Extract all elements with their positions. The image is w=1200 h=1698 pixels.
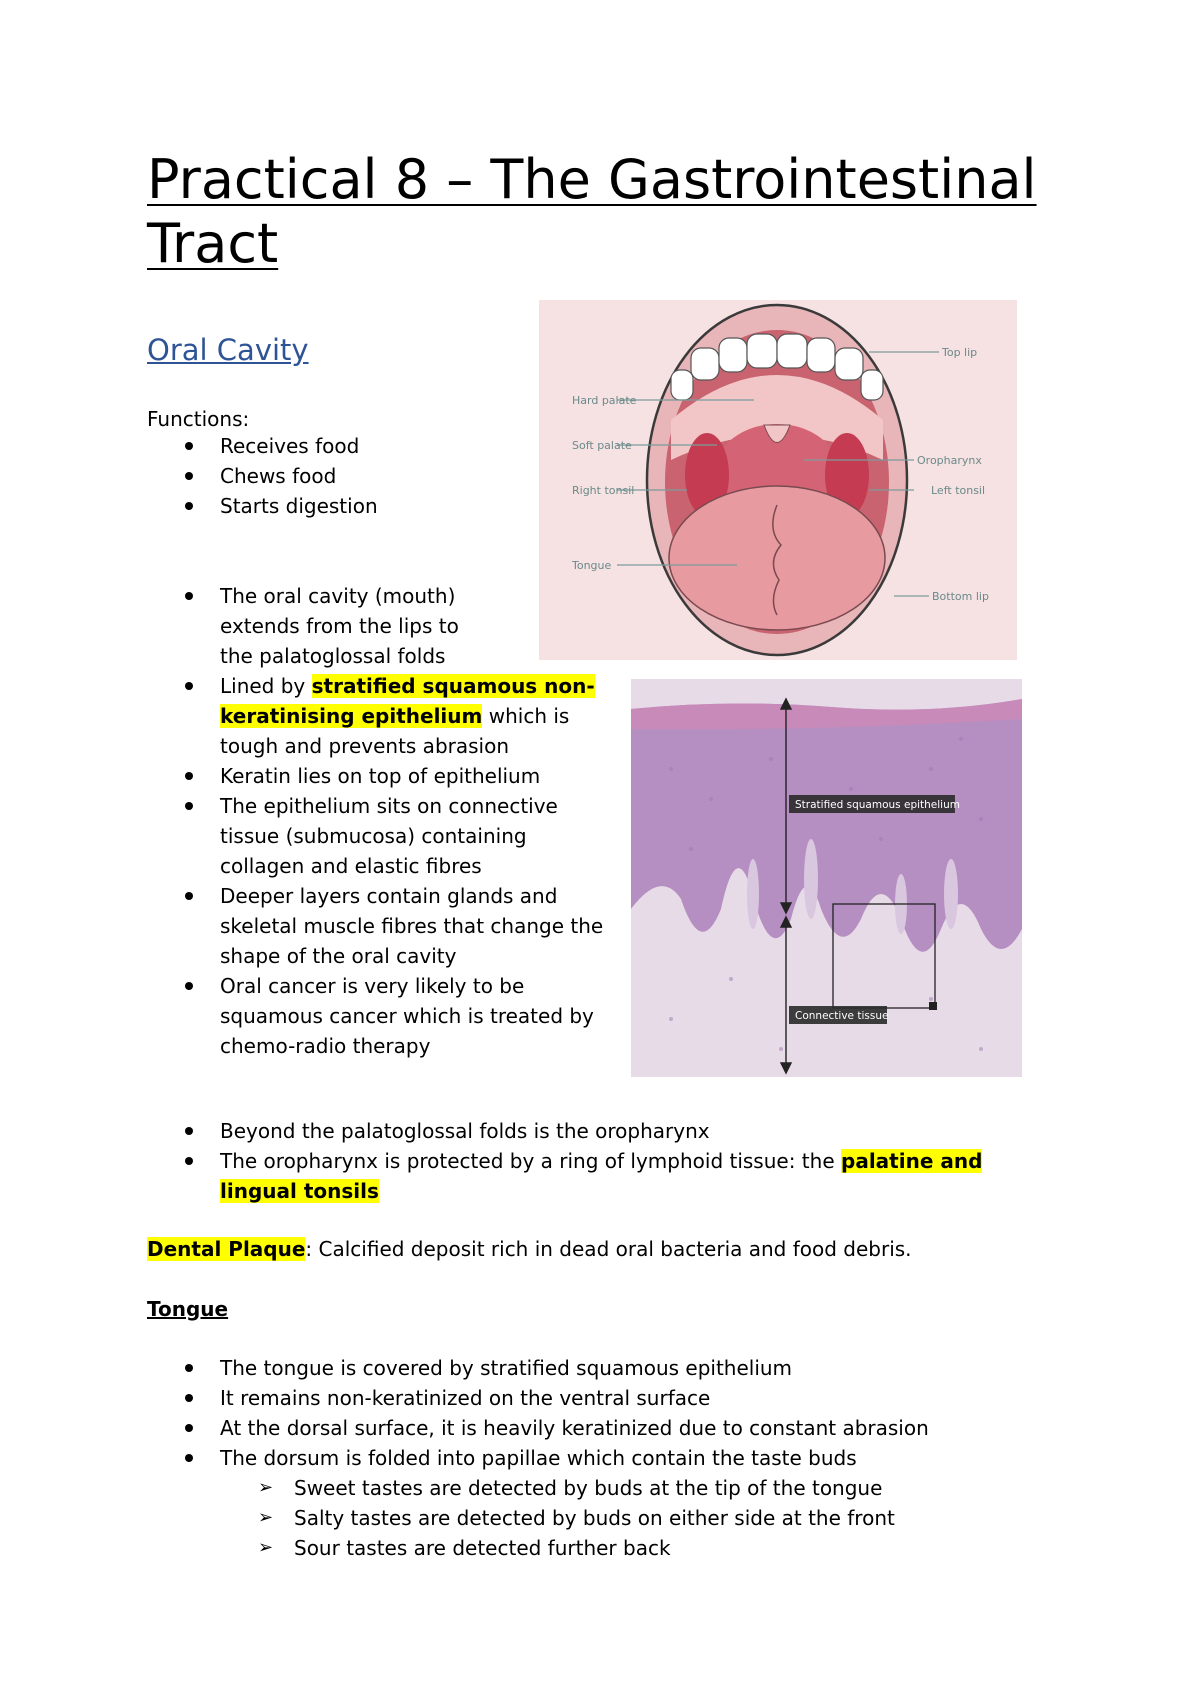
list-item: Beyond the palatoglossal folds is the oropharynx — [147, 1116, 1047, 1146]
label-hard-palate: Hard palate — [572, 394, 637, 407]
epithelium-micrograph — [631, 679, 1022, 1077]
oral-cavity-diagram — [539, 300, 1017, 660]
label-left-tonsil: Left tonsil — [931, 484, 986, 497]
list-item: ➢ Salty tastes are detected by buds on either side at the front — [258, 1503, 1058, 1533]
list-item: ➢ Sweet tastes are detected by buds at the tip of the tongue — [258, 1473, 1058, 1503]
list-item: At the dorsal surface, it is heavily keratinized due to constant abrasion — [147, 1413, 1077, 1443]
label-stratified-squamous-epithelium: Stratified squamous epithelium — [795, 799, 960, 811]
page-title — [147, 148, 1077, 276]
list-item: Chews food — [147, 461, 527, 491]
label-connective-tissue: Connective tissue — [795, 1010, 889, 1022]
epithelium-micrograph-svg — [631, 679, 1022, 1077]
list-item: Keratin lies on top of epithelium — [147, 761, 610, 791]
label-tongue: Tongue — [572, 559, 612, 572]
functions-list — [147, 431, 527, 521]
label-oropharynx: Oropharynx — [917, 454, 982, 467]
label-right-tonsil: Right tonsil — [572, 484, 635, 497]
list-item: Deeper layers contain glands and skeletal muscle fibres that change the shape of the oral cavity — [147, 881, 610, 971]
text-run: : Calcified deposit rich in dead oral bacteria and food debris. — [305, 1237, 912, 1261]
oral-cavity-diagram-svg — [539, 300, 1017, 660]
highlighted-term: stratified squamous non-keratinising epithelium — [220, 674, 595, 728]
list-item: Oral cancer is very likely to be squamous cancer which is treated by chemo-radio therapy — [147, 971, 610, 1061]
list-item: The epithelium sits on connective tissue (submucosa) containing collagen and elastic fibres — [147, 791, 610, 881]
list-item — [147, 671, 610, 761]
text-run: Lined by — [220, 674, 312, 698]
section-heading-oral-cavity: Oral Cavity — [147, 333, 309, 367]
list-item: Starts digestion — [147, 491, 527, 521]
text-run: The oropharynx is protected by a ring of lymphoid tissue: the — [220, 1149, 841, 1173]
section-heading-tongue: Tongue — [147, 1297, 229, 1321]
list-item: ➢ Sour tastes are detected further back — [258, 1533, 1058, 1563]
label-soft-palate: Soft palate — [572, 439, 632, 452]
list-item: The oral cavity (mouth) extends from the lips to the palatoglossal folds — [147, 581, 470, 671]
list-item — [147, 1146, 1047, 1206]
list-item: The dorsum is folded into papillae which contain the taste buds — [147, 1443, 1077, 1473]
taste-subpoints — [258, 1473, 1058, 1563]
highlighted-term: palatine and lingual tonsils — [220, 1149, 983, 1203]
title-line-1: Practical 8 – The Gastrointestinal — [147, 148, 1037, 211]
label-top-lip: Top lip — [942, 346, 978, 359]
list-item: It remains non-keratinized on the ventral surface — [147, 1383, 1077, 1413]
label-bottom-lip: Bottom lip — [932, 590, 989, 603]
oropharynx-points — [147, 1116, 1047, 1206]
list-item: Receives food — [147, 431, 527, 461]
dental-plaque-definition — [147, 1234, 1077, 1264]
highlighted-term: Dental Plaque — [147, 1237, 306, 1261]
text-run: which is tough and prevents abrasion — [220, 704, 570, 758]
tongue-points — [147, 1353, 1077, 1473]
functions-label: Functions: — [147, 407, 250, 431]
title-line-2: Tract — [147, 212, 279, 275]
list-item: The tongue is covered by stratified squamous epithelium — [147, 1353, 1077, 1383]
